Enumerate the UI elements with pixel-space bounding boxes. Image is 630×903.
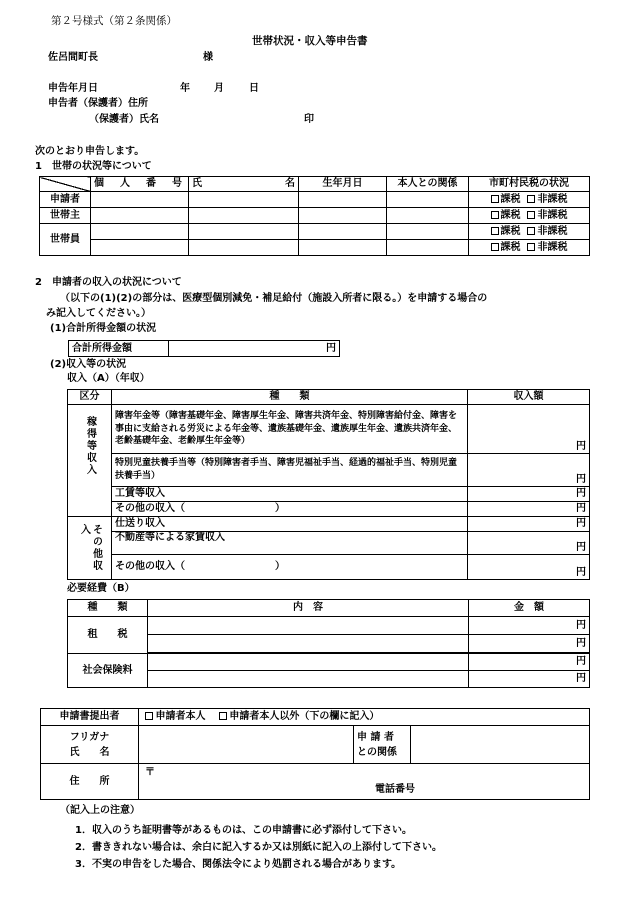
yen-unit: 円 — [576, 637, 586, 649]
category-earned-income — [68, 405, 112, 517]
intro-text: 次のとおり申告します。 — [35, 146, 145, 157]
header-personal-number: 個 人 番 号 — [91, 177, 189, 192]
household-table — [39, 176, 590, 256]
birthdate-cell[interactable] — [299, 208, 387, 224]
expense-table — [67, 599, 590, 688]
header-expense-content: 内 容 — [148, 600, 469, 617]
income-type-rental: 不動産等による家賃収入 — [112, 532, 468, 555]
header-surname: 氏 — [192, 178, 202, 189]
yen-unit: 円 — [576, 488, 586, 499]
non-taxed-checkbox[interactable] — [527, 227, 535, 235]
relation-label-line2: との関係 — [357, 746, 397, 758]
income-table — [67, 389, 590, 580]
name-cell[interactable] — [189, 224, 299, 240]
header-tax-status: 市町村民税の状況 — [469, 177, 590, 192]
income-amount-cell[interactable] — [468, 555, 590, 580]
header-category: 区分 — [68, 390, 112, 405]
income-type-remittance: 仕送り収入 — [112, 517, 468, 532]
relation-label-line1: 申 請 者 — [357, 731, 394, 743]
yen-unit: 円 — [576, 619, 586, 631]
name-label: 氏 名 — [69, 746, 110, 758]
seal-mark: 印 — [304, 114, 314, 125]
submitter-self-label: 申請者本人 — [155, 711, 206, 722]
row-label-applicant: 申請者 — [40, 192, 91, 208]
expense-content-cell[interactable] — [148, 635, 469, 653]
relation-cell[interactable] — [387, 224, 469, 240]
income-type-other-earned[interactable]: その他の収入（ ） — [112, 502, 468, 517]
expense-content-cell[interactable] — [148, 654, 469, 671]
row-label-household-member: 世帯員 — [40, 224, 91, 256]
non-taxed-checkbox[interactable] — [527, 243, 535, 251]
yen-unit: 円 — [576, 656, 586, 667]
non-taxed-label: 非課税 — [537, 209, 568, 221]
expense-title: 必要経費（B） — [67, 583, 135, 594]
document-title: 世帯状況・収入等申告書 — [252, 35, 368, 47]
personal-number-cell[interactable] — [91, 208, 189, 224]
expense-amount-cell[interactable] — [469, 671, 590, 688]
income-amount-cell[interactable] — [468, 502, 590, 517]
total-income-value[interactable] — [169, 341, 340, 357]
name-cell[interactable] — [189, 208, 299, 224]
expense-amount-cell[interactable] — [469, 654, 590, 671]
note-item: 1．収入のうち証明書等があるものは、この申請書に必ず添付して下さい。 — [75, 825, 412, 836]
subsection1-heading: (1)合計所得金額の状況 — [50, 323, 157, 334]
income-type-other[interactable]: その他の収入（ ） — [112, 555, 468, 580]
year-label: 年 — [180, 83, 190, 94]
submitter-address-input[interactable] — [139, 764, 590, 800]
note-item: 2．書ききれない場合は、余白に記入するか又は別紙に記入の上添付して下さい。 — [75, 842, 442, 853]
expense-content-cell[interactable] — [148, 671, 469, 688]
taxed-label: 課税 — [500, 225, 521, 237]
yen-unit: 円 — [576, 542, 586, 553]
phone-label: 電話番号 — [375, 784, 415, 795]
yen-unit: 円 — [576, 567, 586, 578]
income-amount-cell[interactable] — [468, 532, 590, 555]
taxed-checkbox[interactable] — [491, 211, 499, 219]
income-title: 収入（A）（年収） — [67, 373, 150, 384]
submitter-other-checkbox[interactable] — [219, 712, 227, 720]
notes-heading: （記入上の注意） — [60, 805, 140, 816]
submitter-table — [40, 708, 590, 800]
non-taxed-label: 非課税 — [537, 193, 568, 205]
total-income-label: 合計所得金額 — [69, 341, 169, 357]
category-other-income — [68, 517, 112, 580]
submitter-options — [139, 709, 590, 726]
income-type-special-child-allowance: 特別児童扶養手当等（特別障害者手当、障害児福祉手当、経過的福祉手当、特別児童扶養手当） — [112, 454, 468, 487]
relation-cell[interactable] — [387, 192, 469, 208]
expense-cat-social-insurance: 社会保険料 — [68, 654, 148, 688]
header-income-amount: 収入額 — [468, 390, 590, 405]
name-cell[interactable] — [189, 240, 299, 256]
expense-cat-tax: 租 税 — [68, 617, 148, 654]
tax-status-cell — [469, 208, 590, 224]
income-amount-cell[interactable] — [468, 487, 590, 502]
personal-number-cell[interactable] — [91, 224, 189, 240]
section1-heading: 1 世帯の状況等について — [35, 161, 152, 172]
relation-input[interactable] — [411, 726, 590, 764]
taxed-checkbox[interactable] — [491, 195, 499, 203]
furigana-label: フリガナ — [69, 731, 110, 743]
section2-heading: 2 申請者の収入の状況について — [35, 277, 182, 288]
row-label-householder: 世帯主 — [40, 208, 91, 224]
tax-status-cell — [469, 240, 590, 256]
tax-status-cell — [469, 224, 590, 240]
address-label: 申告者（保護者）住所 — [48, 98, 148, 109]
yen-unit: 円 — [326, 342, 336, 354]
addressee-suffix: 様 — [203, 52, 213, 63]
submitter-name-label — [41, 726, 139, 764]
submitter-self-checkbox[interactable] — [145, 712, 153, 720]
yen-unit: 円 — [576, 503, 586, 514]
corner-cell — [40, 177, 91, 192]
submitter-address-label: 住 所 — [41, 764, 139, 800]
yen-unit: 円 — [576, 474, 586, 485]
section2-note-line1: （以下の(1)(2)の部分は、医療型個別減免・補足給付（施設入所者に限る。）を申請する場合の — [60, 293, 488, 304]
non-taxed-label: 非課税 — [537, 225, 568, 237]
category-earned-label: 稼得等収入 — [84, 415, 96, 476]
header-name — [189, 177, 299, 192]
taxed-checkbox[interactable] — [491, 227, 499, 235]
relation-cell[interactable] — [387, 208, 469, 224]
total-income-table — [68, 340, 340, 357]
income-type-disability-pension: 障害年金等（障害基礎年金、障害厚生年金、障害共済年金、特別障害給付金、障害を事由に支給される労災による年金等、遺族基礎年金、遺族厚生年金、遺族共済年金、老齢基礎年金、老齢厚生年金等） — [112, 405, 468, 454]
relation-label — [354, 726, 411, 764]
header-expense-amount: 金 額 — [469, 600, 590, 617]
form-number: 第２号様式（第２条関係） — [51, 15, 177, 27]
non-taxed-checkbox[interactable] — [527, 211, 535, 219]
expense-amount-cell[interactable] — [469, 617, 590, 635]
name-label: （保護者）氏名 — [89, 114, 159, 125]
name-cell[interactable] — [189, 192, 299, 208]
yen-unit: 円 — [576, 518, 586, 529]
subsection2-heading: (2)収入等の状況 — [50, 359, 127, 370]
month-label: 月 — [214, 83, 224, 94]
birthdate-cell[interactable] — [299, 192, 387, 208]
relation-cell[interactable] — [387, 240, 469, 256]
postal-mark: 〒 — [145, 767, 155, 778]
taxed-checkbox[interactable] — [491, 243, 499, 251]
taxed-label: 課税 — [500, 193, 521, 205]
birthdate-cell[interactable] — [299, 240, 387, 256]
date-label: 申告年月日 — [48, 83, 98, 94]
header-birthdate: 生年月日 — [299, 177, 387, 192]
income-type-wages: 工賃等収入 — [112, 487, 468, 502]
income-amount-cell[interactable] — [468, 454, 590, 487]
taxed-label: 課税 — [500, 209, 521, 221]
birthdate-cell[interactable] — [299, 224, 387, 240]
category-other-label: その他収入 — [78, 524, 102, 572]
header-expense-type: 種 類 — [68, 600, 148, 617]
yen-unit: 円 — [576, 673, 586, 684]
non-taxed-label: 非課税 — [537, 241, 568, 253]
income-amount-cell[interactable] — [468, 517, 590, 532]
section2-note-line2: み記入してください。） — [46, 308, 151, 319]
day-label: 日 — [249, 83, 259, 94]
submitter-other-label: 申請者本人以外（下の欄に記入） — [229, 711, 380, 722]
header-relation: 本人との関係 — [387, 177, 469, 192]
note-item: 3．不実の申告をした場合、関係法令により処罰される場合があります。 — [75, 859, 402, 870]
submitter-label: 申請書提出者 — [41, 709, 139, 726]
submitter-name-input[interactable] — [139, 726, 354, 764]
personal-number-cell[interactable] — [91, 240, 189, 256]
header-given-name: 名 — [285, 178, 295, 189]
expense-amount-cell[interactable] — [469, 635, 590, 653]
header-type: 種 類 — [112, 390, 468, 405]
expense-content-cell[interactable] — [148, 617, 469, 635]
non-taxed-checkbox[interactable] — [527, 195, 535, 203]
taxed-label: 課税 — [500, 241, 521, 253]
income-amount-cell[interactable] — [468, 405, 590, 454]
addressee: 佐呂間町長 — [48, 52, 98, 63]
yen-unit: 円 — [576, 441, 586, 452]
tax-status-cell — [469, 192, 590, 208]
personal-number-cell[interactable] — [91, 192, 189, 208]
